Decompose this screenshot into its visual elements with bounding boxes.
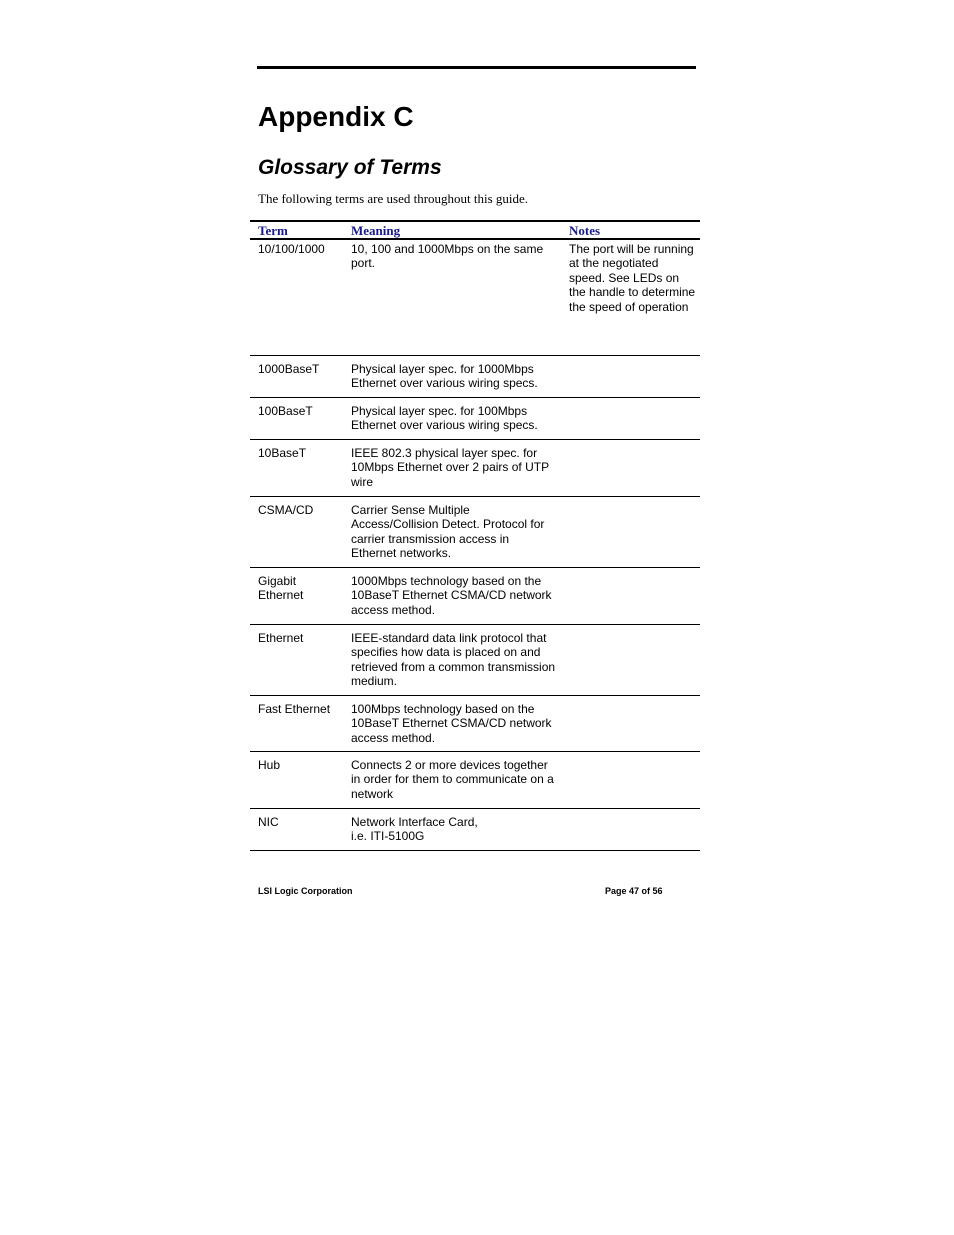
meaning-cell: IEEE 802.3 physical layer spec. for 10Mbps Ethernet over 2 pairs of UTP wire bbox=[351, 446, 549, 489]
notes-cell bbox=[561, 356, 700, 397]
notes-cell bbox=[561, 809, 700, 850]
table-row bbox=[250, 809, 700, 851]
notes-cell bbox=[561, 398, 700, 439]
header-meaning: Meaning bbox=[351, 223, 401, 238]
meaning-cell: IEEE-standard data link protocol that specifies how data is placed on and retrieved from a common transmission medium. bbox=[351, 631, 556, 689]
footer-company: LSI Logic Corporation bbox=[258, 886, 353, 896]
table-row bbox=[250, 752, 700, 809]
table-row bbox=[250, 398, 700, 440]
notes-cell bbox=[561, 568, 700, 624]
meaning-cell: Physical layer spec. for 100Mbps Ethernet over various wiring specs. bbox=[351, 404, 538, 433]
notes-cell bbox=[561, 440, 700, 496]
term-cell: NIC bbox=[258, 815, 279, 829]
table-row bbox=[250, 568, 700, 625]
term-cell: 10/100/1000 bbox=[258, 242, 325, 256]
table-row bbox=[250, 356, 700, 398]
header-notes: Notes bbox=[569, 223, 601, 238]
term-cell: 10BaseT bbox=[258, 446, 307, 460]
glossary-table bbox=[250, 220, 700, 851]
header-term: Term bbox=[258, 223, 288, 238]
appendix-title: Appendix C bbox=[258, 101, 414, 132]
term-cell: 1000BaseT bbox=[258, 362, 320, 376]
notes-cell bbox=[561, 696, 700, 751]
notes-cell bbox=[561, 625, 700, 695]
table-row bbox=[250, 240, 700, 356]
section-title: Glossary of Terms bbox=[258, 156, 442, 179]
table-row bbox=[250, 625, 700, 696]
notes-cell: The port will be running at the negotiated speed. See LEDs on the handle to determine the speed of operation bbox=[569, 242, 696, 314]
term-cell: Hub bbox=[258, 758, 281, 772]
table-header-row bbox=[250, 220, 700, 240]
table-row bbox=[250, 497, 700, 568]
term-cell: 100BaseT bbox=[258, 404, 313, 418]
meaning-cell: 10, 100 and 1000Mbps on the same port. bbox=[351, 242, 544, 271]
notes-cell bbox=[561, 752, 700, 808]
footer-page-number: Page 47 of 56 bbox=[605, 886, 663, 896]
meaning-cell: 100Mbps technology based on the 10BaseT Ethernet CSMA/CD network access method. bbox=[351, 702, 552, 745]
meaning-cell: Physical layer spec. for 1000Mbps Ethernet over various wiring specs. bbox=[351, 362, 538, 391]
term-cell: CSMA/CD bbox=[258, 503, 314, 517]
table-row bbox=[250, 440, 700, 497]
table-row bbox=[250, 696, 700, 752]
notes-cell bbox=[561, 497, 700, 567]
intro-text: The following terms are used throughout this guide. bbox=[258, 191, 529, 206]
term-cell: Ethernet bbox=[258, 631, 304, 645]
top-rule bbox=[257, 66, 696, 69]
meaning-cell: Carrier Sense Multiple Access/Collision Detect. Protocol for carrier transmission access in Ethernet networks. bbox=[351, 503, 545, 561]
term-cell: Fast Ethernet bbox=[258, 702, 331, 716]
meaning-cell: Network Interface Card, i.e. ITI-5100G bbox=[351, 815, 478, 844]
meaning-cell: 1000Mbps technology based on the 10BaseT Ethernet CSMA/CD network access method. bbox=[351, 574, 552, 617]
term-cell: Gigabit Ethernet bbox=[258, 574, 304, 603]
meaning-cell: Connects 2 or more devices together in order for them to communicate on a network bbox=[351, 758, 554, 801]
